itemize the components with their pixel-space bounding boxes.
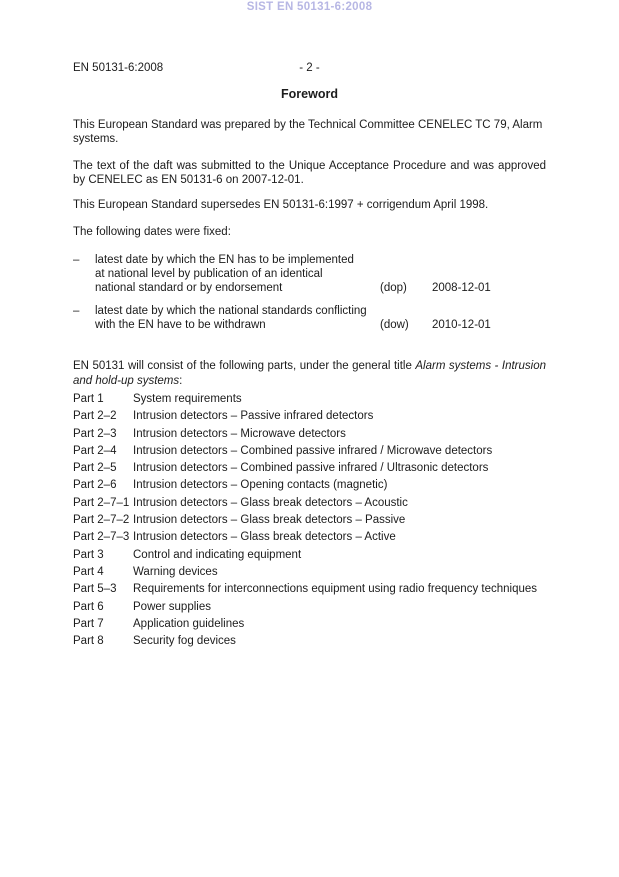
foreword-heading: Foreword [281,87,338,101]
part-title: Power supplies [133,600,211,613]
part-row [73,633,546,650]
part-number: Part 6 [73,600,104,613]
date-item-line: latest date by which the national standards conflicting [95,305,367,317]
part-title: Intrusion detectors – Combined passive infrared / Microwave detectors [133,444,493,457]
paragraph-submitted: The text of the daft was submitted to the Unique Acceptance Procedure and was approved by CENELEC as EN 50131-6 on 2007-12-01. [73,160,546,186]
body-flow [73,118,546,650]
date-item-line: national standard or by endorsement [95,282,283,294]
part-row [73,599,546,616]
date-item-text [95,304,385,332]
date-code-dop: (dop) [380,282,407,294]
date-value-dow: 2010-12-01 [432,319,491,331]
document-reference: EN 50131-6:2008 [73,62,164,74]
part-number: Part 2–2 [73,410,117,423]
date-item-line: latest date by which the EN has to be implemented [95,254,354,266]
parts-list [73,391,546,650]
dash-bullet: – [73,305,80,317]
part-number: Part 2–6 [73,479,117,492]
part-row [73,616,546,633]
part-title: Security fog devices [133,635,236,648]
part-title: Intrusion detectors – Glass break detectors – Acoustic [133,496,408,509]
part-number: Part 3 [73,548,104,561]
date-item-line: at national level by publication of an identical [95,268,323,280]
paragraph-prepared: This European Standard was prepared by the Technical Committee CENELEC TC 79, Alarm systems. [73,119,543,145]
part-number: Part 2–7–2 [73,514,130,527]
date-code-dow: (dow) [380,319,409,331]
part-title: Intrusion detectors – Glass break detectors – Active [133,531,396,544]
date-item-line: with the EN have to be withdrawn [95,319,266,331]
part-number: Part 7 [73,617,104,630]
part-row [73,581,546,598]
part-number: Part 2–5 [73,462,117,475]
page-header [73,61,546,75]
date-item-dop [73,253,546,295]
general-title-italic: Alarm systems - Intrusion and hold-up systems [73,360,546,387]
part-number: Part 2–4 [73,444,117,457]
part-title: Intrusion detectors – Microwave detectors [133,427,346,440]
sist-watermark: SIST EN 50131-6:2008 [246,1,373,13]
dash-bullet: – [73,254,80,266]
date-value-dop: 2008-12-01 [432,282,491,294]
page-number: - 2 - [299,62,320,74]
part-title: System requirements [133,393,242,405]
part-title: Intrusion detectors – Opening contacts (magnetic) [133,479,388,492]
part-row [73,460,546,477]
part-title: Intrusion detectors – Glass break detectors – Passive [133,514,406,527]
paragraph-dates-intro: The following dates were fixed: [73,226,231,238]
consist-suffix: : [179,374,183,387]
paragraph-consist [73,359,546,388]
part-number: Part 1 [73,393,104,405]
part-title: Application guidelines [133,617,245,630]
paragraph-supersedes: This European Standard supersedes EN 50131-6:1997 + corrigendum April 1998. [73,199,489,211]
part-row [73,477,546,494]
part-row [73,391,546,408]
part-title: Intrusion detectors – Passive infrared detectors [133,410,374,423]
part-row [73,564,546,581]
part-row [73,512,546,529]
part-title: Control and indicating equipment [133,548,302,561]
consist-prefix: EN 50131 will consist of the following parts, under the general title [73,360,416,372]
part-row [73,547,546,564]
part-row [73,529,546,546]
part-row [73,443,546,460]
date-item-text [95,253,385,295]
part-number: Part 2–7–3 [73,531,130,544]
part-number: Part 5–3 [73,583,117,596]
date-item-dow [73,304,546,332]
part-row [73,408,546,425]
part-title: Requirements for interconnections equipment using radio frequency techniques [133,583,538,596]
part-row [73,495,546,512]
part-title: Intrusion detectors – Combined passive infrared / Ultrasonic detectors [133,462,489,475]
part-number: Part 2–7–1 [73,496,130,509]
part-number: Part 4 [73,565,104,578]
part-number: Part 2–3 [73,427,117,440]
fixed-dates-list [73,253,546,332]
part-number: Part 8 [73,635,104,648]
part-title: Warning devices [133,565,218,578]
part-row [73,426,546,443]
